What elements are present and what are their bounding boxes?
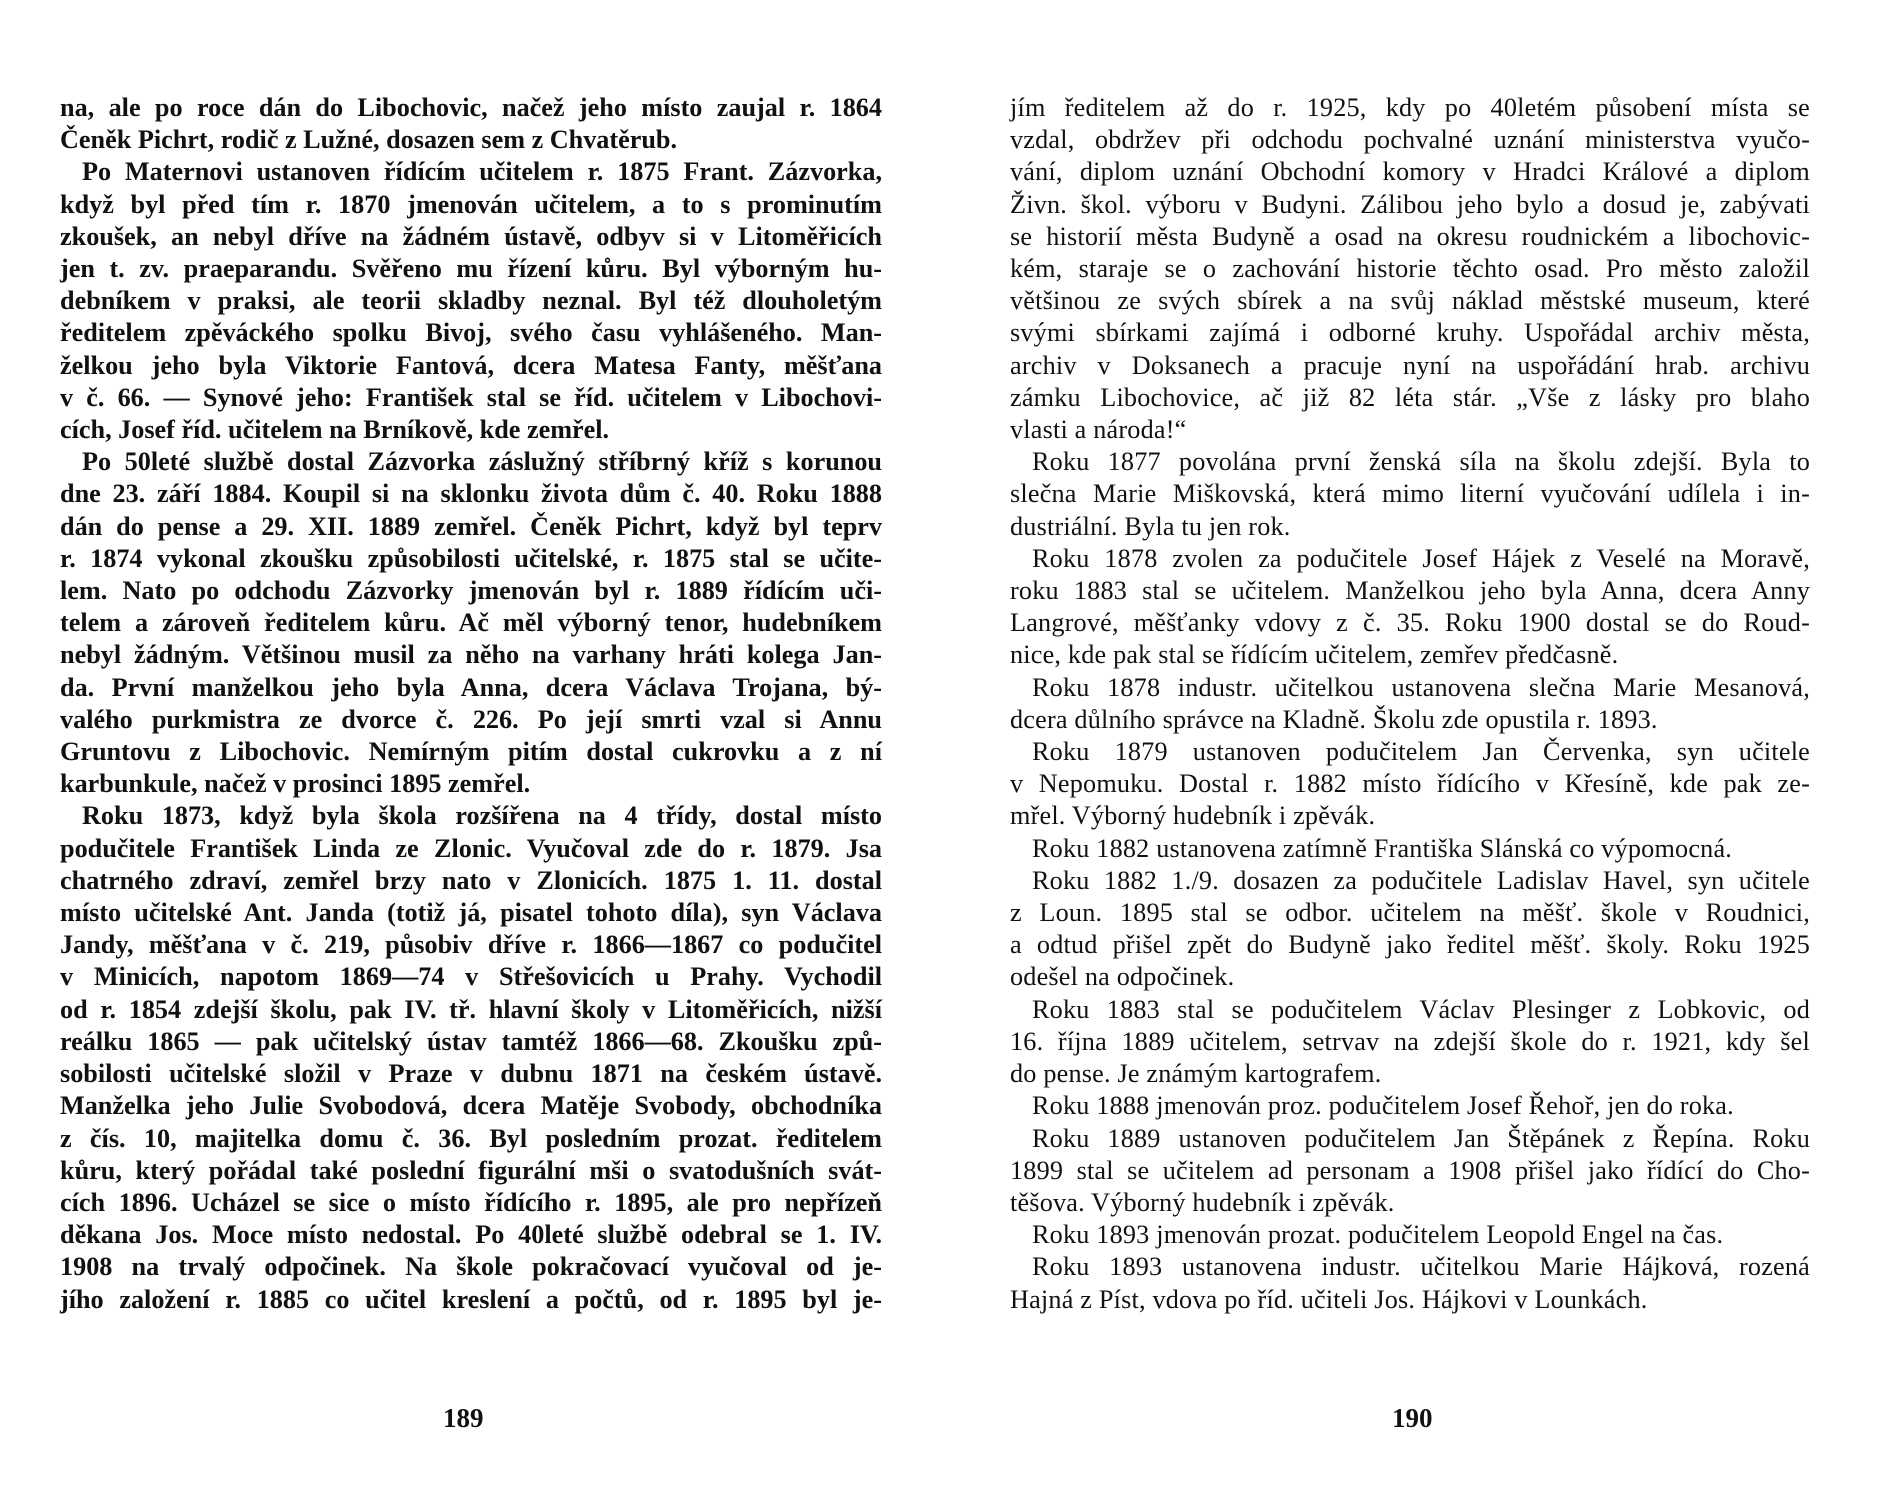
text-line: archiv v Doksanech a pracuje nyní na uspořádání hrab. archivu <box>1010 350 1810 380</box>
text-line: na, ale po roce dán do Libochovic, načež jeho místo zaujal r. 1864 <box>60 93 882 122</box>
text-line: debníkem v praksi, ale teorii skladby neznal. Byl též dlouholetým <box>60 286 882 316</box>
text-line: těšova. Výborný hudebník i zpěvák. <box>1010 1187 1395 1217</box>
text-line: Gruntovu z Libochovic. Nemírným pitím dostal cukrovku a z ní <box>60 737 882 767</box>
page-left <box>60 92 882 1316</box>
text-line: vání, diplom uznání Obchodní komory v Hradci Králové a diplom <box>1010 157 1810 187</box>
text-line: z Loun. 1895 stal se odbor. učitelem na měšť. škole v Roudnici, <box>1010 898 1810 928</box>
page-number: 190 <box>1392 1403 1433 1433</box>
text-line: Po 50leté službě dostal Zázvorka záslužný stříbrný kříž s korunou <box>82 447 882 477</box>
text-line: 1899 stal se učitelem ad personam a 1908 přišel jako řídící do Cho- <box>1010 1155 1810 1185</box>
text-line: místo učitelské Ant. Janda (totiž já, pisatel tohoto díla), syn Václava <box>60 898 882 928</box>
text-line: telem a zároveň ředitelem kůru. Ač měl výborný tenor, hudebníkem <box>60 608 882 638</box>
text-line: da. První manželkou jeho byla Anna, dcera Václava Trojana, bý- <box>60 672 882 702</box>
text-line: sobilosti učitelské složil v Praze v dubnu 1871 na českém ústavě. <box>60 1059 882 1089</box>
text-line: cích, Josef říd. učitelem na Brníkově, kde zemřel. <box>60 415 610 445</box>
text-line: vzdal, obdržev při odchodu pochvalné uznání ministerstva vyučo- <box>1010 125 1810 155</box>
text-line: reálku 1865 — pak učitelský ústav tamtéž 1866—68. Zkoušku způ- <box>60 1026 882 1056</box>
text-line: nebyl žádným. Většinou musil za něho na varhany hráti kolega Jan- <box>60 640 882 670</box>
text-line: mřel. Výborný hudebník i zpěvák. <box>1010 801 1376 831</box>
text-line: vlasti a národa!“ <box>1010 415 1187 445</box>
text-line: ředitelem zpěváckého spolku Bivoj, svého času vyhlášeného. Man- <box>60 318 882 348</box>
text-line: kém, staraje se o zachování historie těchto osad. Pro město založil <box>1010 254 1810 284</box>
text-line: lem. Nato po odchodu Zázvorky jmenován byl r. 1889 řídícím uči- <box>60 576 882 606</box>
text-line: r. 1874 vykonal zkoušku způsobilosti učitelské, r. 1875 stal se učite- <box>60 543 882 573</box>
page-text <box>60 92 882 1316</box>
page-text <box>1010 92 1810 1316</box>
text-line: Hajná z Píst, vdova po říd. učiteli Jos. Hájkovi v Lounkách. <box>1010 1284 1648 1314</box>
text-line: chatrného zdraví, zemřel brzy nato v Zlonicích. 1875 1. 11. dostal <box>60 865 882 895</box>
text-line: jím ředitelem až do r. 1925, kdy po 40letém působení místa se <box>1010 93 1810 122</box>
text-line: Roku 1888 jmenován proz. podučitelem Josef Řehoř, jen do roka. <box>1032 1091 1734 1121</box>
text-line: nice, kde pak stal se řídícím učitelem, zemřev předčasně. <box>1010 640 1619 670</box>
text-line: Roku 1882 1./9. dosazen za podučitele Ladislav Havel, syn učitele <box>1032 865 1810 895</box>
text-line: zkoušek, an nebyl dříve na žádném ústavě, odbyv si v Litoměřicích <box>60 221 882 251</box>
text-line: dne 23. září 1884. Koupil si na sklonku života dům č. 40. Roku 1888 <box>60 479 882 509</box>
page-right <box>1010 92 1810 1316</box>
text-line: Roku 1883 stal se podučitelem Václav Plesinger z Lobkovic, od <box>1032 994 1810 1024</box>
text-line: v č. 66. — Synové jeho: František stal se říd. učitelem v Libochovi- <box>60 382 882 412</box>
text-line: od r. 1854 zdejší školu, pak IV. tř. hlavní školy v Litoměřicích, nižší <box>60 994 882 1024</box>
text-line: Roku 1877 povolána první ženská síla na školu zdejší. Byla to <box>1032 447 1810 477</box>
text-line: Živn. škol. výboru v Budyni. Zálibou jeho bylo a dosud je, zabývati <box>1010 189 1810 219</box>
text-line: většinou ze svých sbírek a na svůj náklad městské museum, které <box>1010 286 1810 316</box>
text-line: dán do pense a 29. XII. 1889 zemřel. Čeněk Pichrt, když byl teprv <box>60 511 882 541</box>
text-line: Langrové, měšťanky vdovy z č. 35. Roku 1900 dostal se do Roud- <box>1010 608 1810 638</box>
text-line: Manželka jeho Julie Svobodová, dcera Matěje Svobody, obchodníka <box>60 1091 882 1121</box>
text-line: jího založení r. 1885 co učitel kreslení a počtů, od r. 1895 byl je- <box>60 1284 882 1314</box>
text-line: Roku 1882 ustanovena zatímně Františka Slánská co výpomocná. <box>1032 833 1733 863</box>
text-line: děkana Jos. Moce místo nedostal. Po 40leté službě odebral se 1. IV. <box>60 1220 882 1250</box>
text-line: v Minicích, napotom 1869—74 v Střešovicích u Prahy. Vychodil <box>60 962 882 992</box>
text-line: zámku Libochovice, ač již 82 léta stár. „Vše z lásky pro blaho <box>1010 382 1810 412</box>
text-line: cích 1896. Ucházel se sice o místo řídícího r. 1895, ale pro nepřízeň <box>60 1187 882 1217</box>
text-line: svými sbírkami zajímá i odborné kruhy. Uspořádal archiv města, <box>1010 318 1810 348</box>
text-line: slečna Marie Miškovská, která mimo literní vyučování udílela i in- <box>1010 479 1810 509</box>
text-line: když byl před tím r. 1870 jmenován učitelem, a to s prominutím <box>60 189 882 219</box>
text-line: valého purkmistra ze dvorce č. 226. Po její smrti vzal si Annu <box>60 704 882 734</box>
text-line: podučitele František Linda ze Zlonic. Vyučoval zde do r. 1879. Jsa <box>60 833 882 863</box>
text-line: a odtud přišel zpět do Budyně jako ředitel měšť. školy. Roku 1925 <box>1010 930 1810 960</box>
text-line: Roku 1878 zvolen za podučitele Josef Hájek z Veselé na Moravě, <box>1032 543 1810 573</box>
text-line: želkou jeho byla Viktorie Fantová, dcera Matesa Fanty, měšťana <box>60 350 882 380</box>
text-line: roku 1883 stal se učitelem. Manželkou jeho byla Anna, dcera Anny <box>1010 576 1810 606</box>
text-line: Po Maternovi ustanoven řídícím učitelem r. 1875 Frant. Zázvorka, <box>82 157 882 187</box>
text-line: odešel na odpočinek. <box>1010 962 1235 992</box>
text-line: Roku 1889 ustanoven podučitelem Jan Štěpánek z Řepína. Roku <box>1032 1123 1810 1153</box>
text-line: 1908 na trvalý odpočinek. Na škole pokračovací vyučoval od je- <box>60 1252 882 1282</box>
text-line: v Nepomuku. Dostal r. 1882 místo řídícího v Křesíně, kde pak ze- <box>1010 769 1810 799</box>
text-line: 16. října 1889 učitelem, setrvav na zdejší škole do r. 1921, kdy šel <box>1010 1026 1810 1056</box>
text-line: dustriální. Byla tu jen rok. <box>1010 511 1291 541</box>
text-line: karbunkule, načež v prosinci 1895 zemřel. <box>60 769 531 799</box>
text-line: Jandy, měšťana v č. 219, působiv dříve r. 1866—1867 co podučitel <box>60 930 882 960</box>
text-line: jen t. zv. praeparandu. Svěřeno mu řízení kůru. Byl výborným hu- <box>60 254 882 284</box>
text-line: Roku 1878 industr. učitelkou ustanovena slečna Marie Mesanová, <box>1032 672 1810 702</box>
text-line: Roku 1893 jmenován prozat. podučitelem Leopold Engel na čas. <box>1032 1220 1724 1250</box>
text-line: dcera důlního správce na Kladně. Školu zde opustila r. 1893. <box>1010 704 1658 734</box>
text-line: Roku 1879 ustanoven podučitelem Jan Červenka, syn učitele <box>1032 737 1810 767</box>
text-line: Čeněk Pichrt, rodič z Lužné, dosazen sem z Chvatěrub. <box>60 125 678 155</box>
text-line: do pense. Je známým kartografem. <box>1010 1059 1382 1089</box>
text-line: se historií města Budyně a osad na okresu roudnickém a libochovic- <box>1010 221 1810 251</box>
text-line: kůru, který pořádal také poslední figurální mši o svatodušních svát- <box>60 1155 882 1185</box>
text-line: z čís. 10, majitelka domu č. 36. Byl posledním prozat. ředitelem <box>60 1123 882 1153</box>
text-line: Roku 1873, když byla škola rozšířena na 4 třídy, dostal místo <box>82 801 882 831</box>
page-number: 189 <box>443 1403 484 1433</box>
text-line: Roku 1893 ustanovena industr. učitelkou Marie Hájková, rozená <box>1032 1252 1810 1282</box>
